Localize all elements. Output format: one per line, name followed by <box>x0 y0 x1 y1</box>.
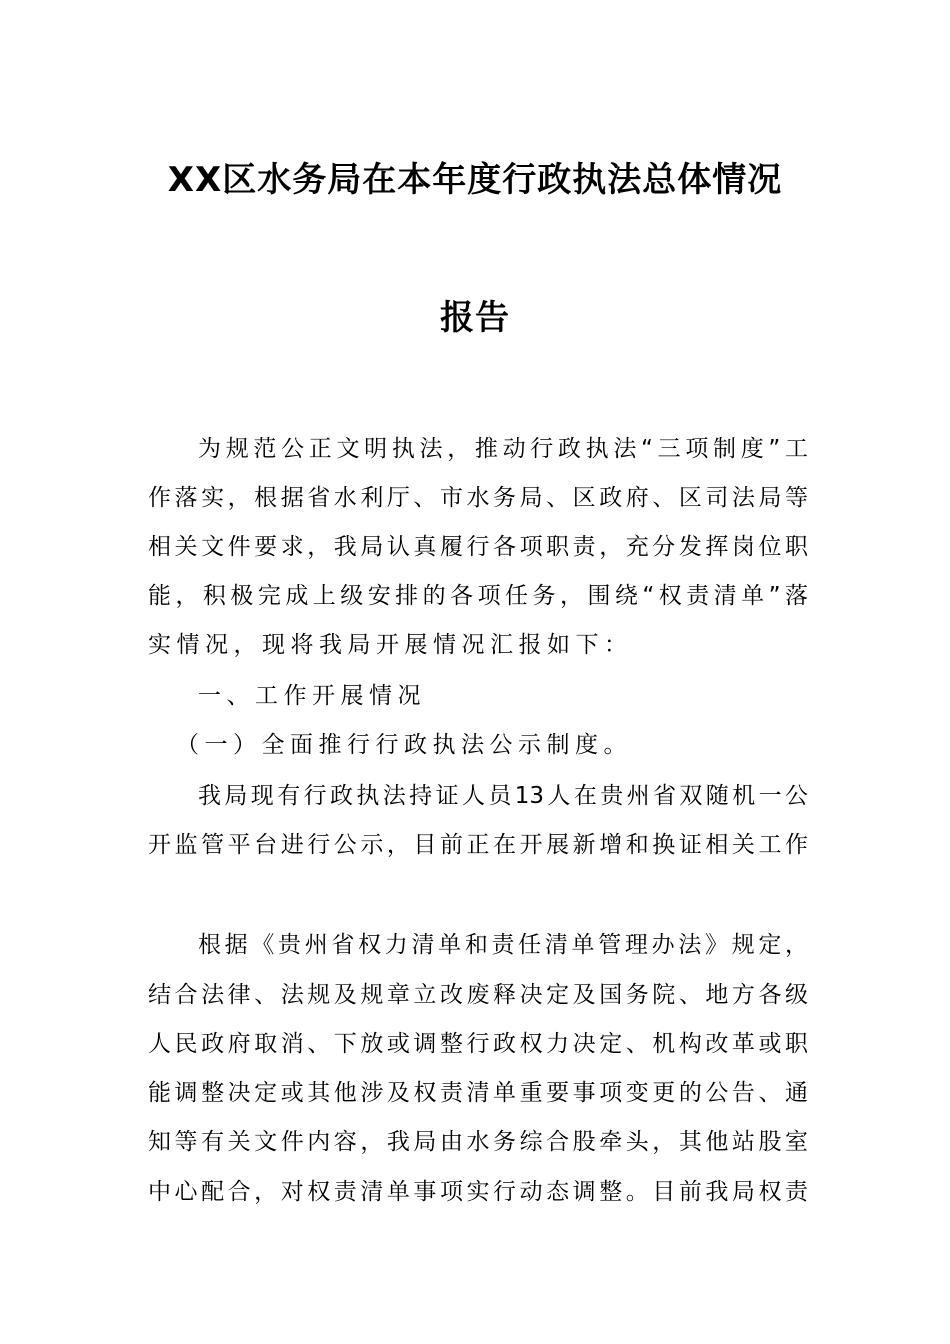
paragraph-line: 结合法律、法规及规章立改废释决定及国务院、地方各级 <box>148 982 808 1008</box>
paragraph-line: 能调整决定或其他涉及权责清单重要事项变更的公告、通 <box>148 1080 808 1106</box>
document-title-line-2: 报告 <box>440 298 510 338</box>
paragraph-line: 实情况，现将我局开展情况汇报如下： <box>148 632 633 658</box>
paragraph-line: 相关文件要求，我局认真履行各项职责，充分发挥岗位职 <box>148 534 808 560</box>
paragraph-line: 中心配合，对权责清单事项实行动态调整。目前我局权责 <box>148 1179 808 1205</box>
paragraph-line: 作落实，根据省水利厅、市水务局、区政府、区司法局等 <box>148 485 808 511</box>
document-title-line-1: XX区水务局在本年度行政执法总体情况 <box>167 160 783 200</box>
paragraph-line: 我局现有行政执法持证人员13人在贵州省双随机一公 <box>198 783 808 809</box>
paragraph-line: 人民政府取消、下放或调整行政权力决定、机构改革或职 <box>148 1031 808 1057</box>
paragraph-line: 知等有关文件内容，我局由水务综合股牵头，其他站股室 <box>148 1129 808 1155</box>
paragraph-line: 为规范公正文明执法，推动行政执法“三项制度”工 <box>198 436 808 462</box>
paragraph-line: 能，积极完成上级安排的各项任务，围绕“权责清单”落 <box>148 583 808 609</box>
subsection-heading: （一）全面推行行政执法公示制度。 <box>176 732 632 758</box>
paragraph-line: 根据《贵州省权力清单和责任清单管理办法》规定， <box>198 932 808 958</box>
section-heading: 一、工作开展情况 <box>198 683 426 709</box>
paragraph-line: 开监管平台进行公示，目前正在开展新增和换证相关工作 <box>148 832 808 858</box>
